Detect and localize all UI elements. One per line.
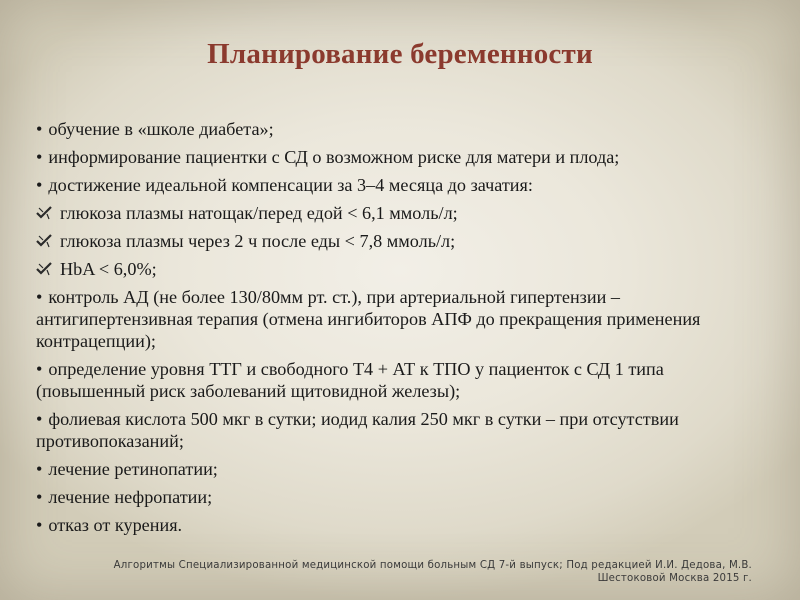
list-item-text: достижение идеальной компенсации за 3–4 месяца до зачатия: xyxy=(48,175,533,195)
list-item-text: глюкоза плазмы через 2 ч после еды < 7,8 ммоль/л; xyxy=(60,231,456,251)
list-item-text: контроль АД (не более 130/80мм рт. ст.), при артериальной гипертензии – антигипертензивная терапия (отмена ингибиторов АПФ до прекращения применения контрацепции); xyxy=(36,287,701,351)
bullet-dot: • xyxy=(36,175,43,195)
bullet-dot: • xyxy=(36,147,43,167)
list-item xyxy=(36,358,736,402)
checklist-item xyxy=(36,202,736,224)
bullet-dot: • xyxy=(36,359,43,379)
bullet-dot: • xyxy=(36,287,43,307)
bullet-dot: • xyxy=(36,515,43,535)
check-ornament-icon xyxy=(36,206,52,220)
list-item-text: информирование пациентки с СД о возможном риске для матери и плода; xyxy=(48,147,620,167)
bullet-dot: • xyxy=(36,409,43,429)
bullet-dot: • xyxy=(36,459,43,479)
footer-citation xyxy=(52,559,752,585)
footer-line-1: Алгоритмы Специализированной медицинской помощи больным СД 7-й выпуск; Под редакцией И.И. Дедова, М.В. xyxy=(113,560,752,571)
list-item-text: HbA < 6,0%; xyxy=(60,259,157,279)
list-item xyxy=(36,174,736,196)
check-ornament-icon xyxy=(36,262,52,276)
list-item-text: обучение в «школе диабета»; xyxy=(48,119,274,139)
list-item-text: глюкоза плазмы натощак/перед едой < 6,1 ммоль/л; xyxy=(60,203,458,223)
bullet-list xyxy=(36,118,736,542)
bullet-dot: • xyxy=(36,119,43,139)
list-item-text: отказ от курения. xyxy=(48,515,183,535)
list-item-text: лечение ретинопатии; xyxy=(48,459,218,479)
list-item-text: фолиевая кислота 500 мкг в сутки; иодид калия 250 мкг в сутки – при отсутствии противопоказаний; xyxy=(36,409,679,451)
checklist-item xyxy=(36,230,736,252)
check-ornament-icon xyxy=(36,234,52,248)
bullet-dot: • xyxy=(36,487,43,507)
list-item-text: определение уровня ТТГ и свободного Т4 + АТ к ТПО у пациенток с СД 1 типа (повышенный риск заболеваний щитовидной железы); xyxy=(36,359,664,401)
list-item xyxy=(36,118,736,140)
footer-line-2: Шестоковой Москва 2015 г. xyxy=(597,573,752,584)
list-item xyxy=(36,146,736,168)
list-item xyxy=(36,486,736,508)
list-item xyxy=(36,514,736,536)
checklist-item xyxy=(36,258,736,280)
list-item xyxy=(36,286,736,352)
list-item xyxy=(36,458,736,480)
list-item-text: лечение нефропатии; xyxy=(48,487,213,507)
list-item xyxy=(36,408,736,452)
slide-title: Планирование беременности xyxy=(207,38,593,70)
